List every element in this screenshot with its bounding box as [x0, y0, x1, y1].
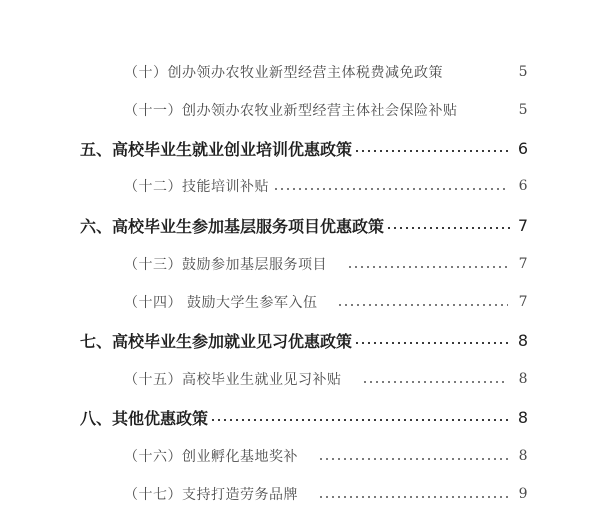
- toc-entry-title: （十四） 鼓励大学生参军入伍: [124, 295, 318, 311]
- toc-entry[interactable]: [0, 171, 600, 201]
- toc-leader: [337, 304, 508, 306]
- toc-section[interactable]: [0, 325, 600, 355]
- toc-section[interactable]: [0, 133, 600, 163]
- toc-entry[interactable]: [0, 249, 600, 279]
- toc-section-title: 七、高校毕业生参加就业见习优惠政策: [80, 331, 353, 351]
- toc-leader: [362, 381, 509, 383]
- toc-leader: [318, 458, 508, 460]
- toc-entry[interactable]: [0, 95, 600, 125]
- toc-section-title: 五、高校毕业生就业创业培训优惠政策: [80, 139, 353, 159]
- toc-entry[interactable]: [0, 479, 600, 509]
- toc-leader: [347, 266, 508, 268]
- toc-leader: [210, 419, 510, 421]
- toc-entry-title: （十二）技能培训补贴: [124, 179, 269, 195]
- toc-leader: [354, 150, 510, 152]
- toc-section-title: 六、高校毕业生参加基层服务项目优惠政策: [80, 216, 385, 236]
- toc-leader: [354, 342, 510, 344]
- toc-entry[interactable]: [0, 287, 600, 317]
- toc-entry-page: 8: [518, 448, 528, 464]
- toc-entry-page: 5: [518, 64, 528, 80]
- toc-entry-title: （十六）创业孵化基地奖补: [124, 449, 298, 465]
- toc-section-title: 八、其他优惠政策: [80, 408, 209, 428]
- toc-entry-title: （十一）创办领办农牧业新型经营主体社会保险补贴: [124, 103, 458, 119]
- toc-entry[interactable]: [0, 364, 600, 394]
- toc-entry-page: 6: [518, 178, 528, 194]
- toc-leader: [318, 496, 508, 498]
- toc-section[interactable]: [0, 210, 600, 240]
- toc-section-page: 7: [517, 215, 528, 235]
- toc-section-page: 6: [517, 138, 528, 158]
- toc-section-page: 8: [517, 330, 528, 350]
- toc-entry-page: 7: [518, 256, 528, 272]
- toc-entry[interactable]: [0, 57, 600, 87]
- toc-leader: [386, 227, 510, 229]
- toc-leader: [273, 188, 508, 190]
- toc-entry[interactable]: [0, 441, 600, 471]
- toc-entry-title: （十）创办领办农牧业新型经营主体税费减免政策: [124, 65, 443, 81]
- toc-section-page: 8: [517, 407, 528, 427]
- toc-entry-title: （十五）高校毕业生就业见习补贴: [124, 372, 342, 388]
- toc-section[interactable]: [0, 402, 600, 432]
- toc-entry-page: 9: [518, 486, 528, 502]
- toc-entry-page: 7: [518, 294, 528, 310]
- toc-entry-page: 8: [518, 371, 528, 387]
- toc-entry-title: （十七）支持打造劳务品牌: [124, 487, 298, 503]
- toc-entry-page: 5: [518, 102, 528, 118]
- toc-entry-title: （十三）鼓励参加基层服务项目: [124, 257, 327, 273]
